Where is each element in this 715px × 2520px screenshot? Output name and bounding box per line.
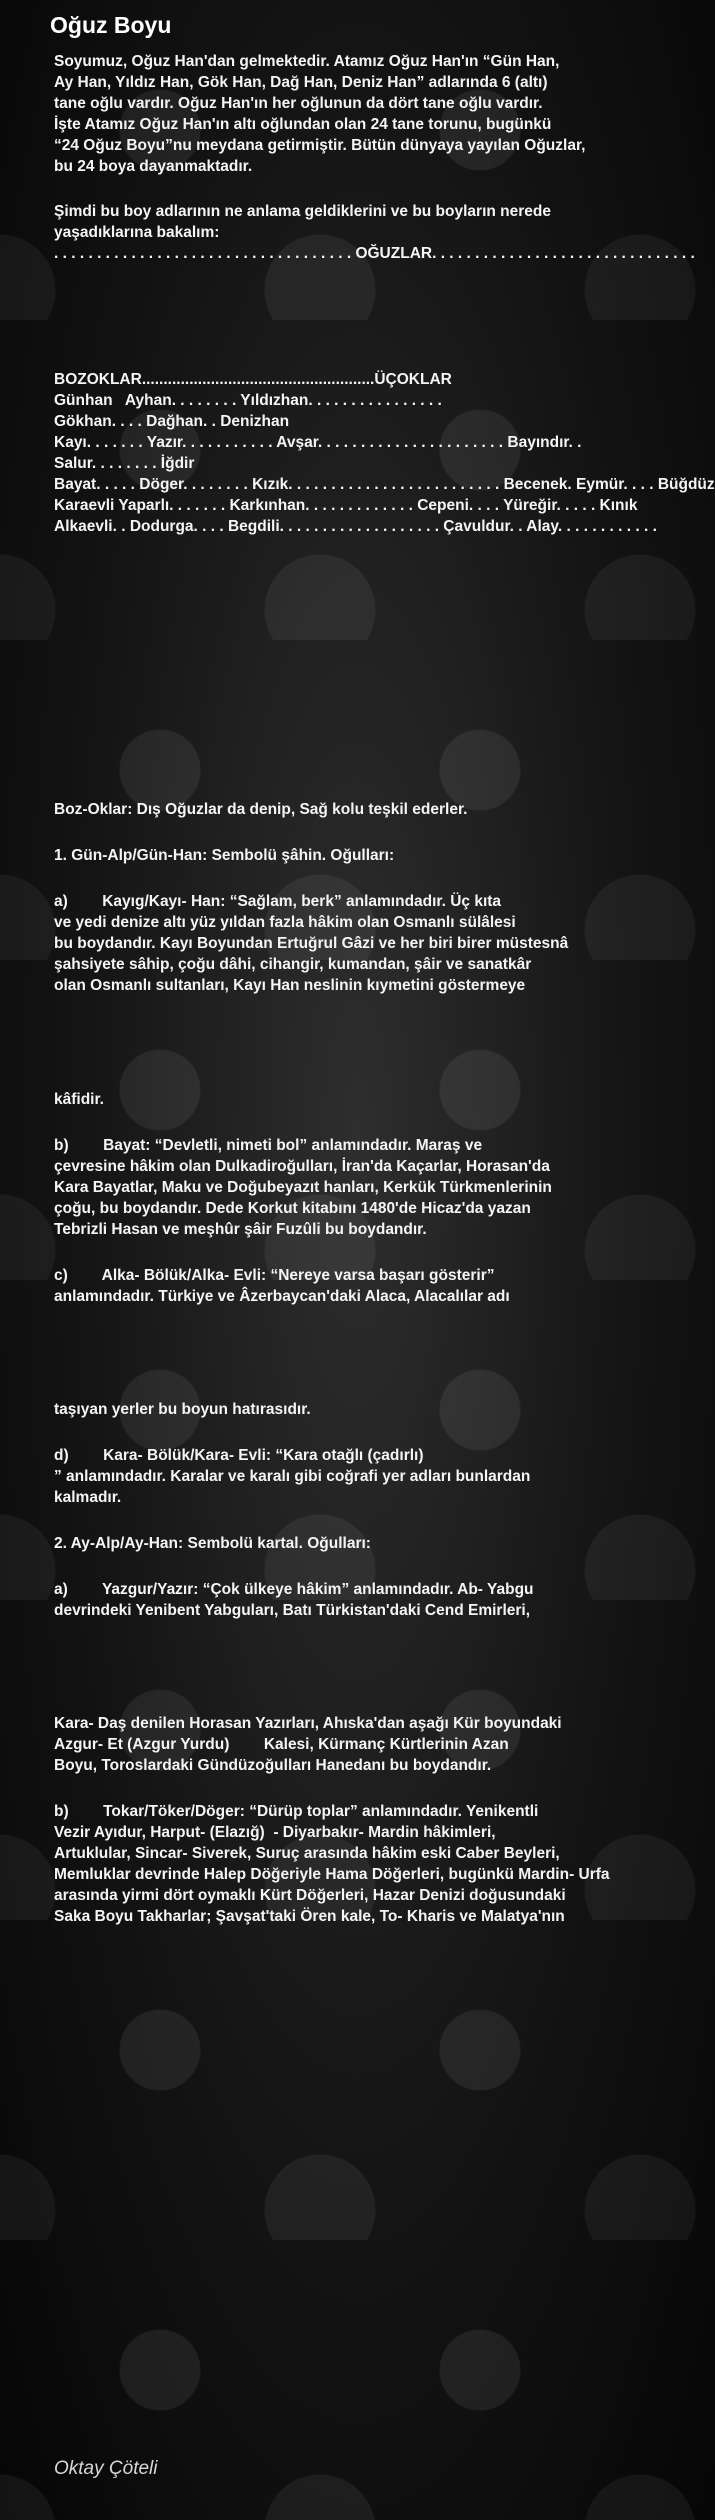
text-line: 2. Ay-Alp/Ay-Han: Sembolü kartal. Oğulları: [54,1535,371,1552]
text-line: b) Tokar/Töker/Döger: “Dürüp toplar” anlamındadır. Yenikentli [54,1803,539,1820]
text-line: Vezir Ayıdur, Harput- (Elazığ) - Diyarbakır- Mardin hâkimleri, [54,1824,496,1841]
text-line: yaşadıklarına bakalım: [54,224,220,241]
text-line: d) Kara- Bölük/Kara- Evli: “Kara otağlı (çadırlı) [54,1447,424,1464]
text-line: Günhan Ayhan. . . . . . . . Yıldızhan. . . . . . . . . . . . . . . . [54,392,442,409]
text-line: Bayat. . . . . Döger. . . . . . . . Kızık. . . . . . . . . . . . . . . . . . . . . . . . . Becenek. Eymür. . . . Büğdüz [54,476,715,493]
text-line: tane oğlu vardır. Oğuz Han'ın her oğlunun da dört tane oğlu vardır. [54,95,543,112]
text-line: Artuklular, Sincar- Siverek, Suruç arasında hâkim eski Caber Beyleri, [54,1845,560,1862]
text-line: c) Alka- Bölük/Alka- Evli: “Nereye varsa başarı gösterir” [54,1267,495,1284]
text-line: Azgur- Et (Azgur Yurdu) Kalesi, Kürmanç Kürtlerinin Azan [54,1736,509,1753]
text-line: Memluklar devrinde Halep Döğeriyle Hama Döğerleri, bugünkü Mardin- Urfa [54,1866,610,1883]
text-line: anlamındadır. Türkiye ve Âzerbaycan'daki Alaca, Alacalılar adı [54,1288,510,1305]
text-line: . . . . . . . . . . . . . . . . . . . . . . . . . . . . . . . . . . . OĞUZLAR. . . . . . . . . . . . . . . . . . . . . . . . . . . . . . . [54,245,695,262]
text-line: devrindeki Yenibent Yabguları, Batı Türkistan'daki Cend Emirleri, [54,1602,531,1619]
text-line: Kayı. . . . . . . Yazır. . . . . . . . . . . Avşar. . . . . . . . . . . . . . . . . . . . . . Bayındır. . [54,434,582,451]
text-line: çoğu, bu boydandır. Dede Korkut kitabını 1480'de Hicaz'da yazan [54,1200,531,1217]
text-line: 1. Gün-Alp/Gün-Han: Sembolü şâhin. Oğulları: [54,847,395,864]
text-line: b) Bayat: “Devletli, nimeti bol” anlamındadır. Maraş ve [54,1137,483,1154]
text-line: Saka Boyu Takharlar; Şavşat'taki Ören kale, To- Kharis ve Malatya'nın [54,1908,565,1925]
text-line: Salur. . . . . . . . İğdir [54,455,195,472]
text-line: a) Kayıg/Kayı- Han: “Sağlam, berk” anlamındadır. Üç kıta [54,893,502,910]
text-line: Soyumuz, Oğuz Han'dan gelmektedir. Atamız Oğuz Han'ın “Gün Han, [54,53,560,70]
text-line: Şimdi bu boy adlarının ne anlama geldiklerini ve bu boyların nerede [54,203,551,220]
text-line: ve yedi denize altı yüz yıldan fazla hâkim olan Osmanlı sülâlesi [54,914,516,931]
text-line: Gökhan. . . . Dağhan. . Denizhan [54,413,290,430]
text-line: taşıyan yerler bu boyun hatırasıdır. [54,1401,311,1418]
text-line: bu boydandır. Kayı Boyundan Ertuğrul Gâzi ve her biri birer müstesnâ [54,935,569,952]
text-line: Kara Bayatlar, Maku ve Doğubeyazıt hanları, Kerkük Türkmenlerinin [54,1179,552,1196]
text-line: Boz-Oklar: Dış Oğuzlar da denip, Sağ kolu teşkil ederler. [54,801,468,818]
text-line: Boyu, Toroslardaki Gündüzoğulları Hanedanı bu boydandır. [54,1757,492,1774]
text-line: Alkaevli. . Dodurga. . . . Begdili. . . . . . . . . . . . . . . . . . . Çavuldur. . Alay. . . . . . . . . . . . [54,518,657,535]
text-line: kâfidir. [54,1091,104,1108]
text-line: çevresine hâkim olan Dulkadiroğulları, İran'da Kaçarlar, Horasan'da [54,1158,550,1175]
text-line: a) Yazgur/Yazır: “Çok ülkeye hâkim” anlamındadır. Ab- Yabgu [54,1581,534,1598]
text-line: şahsiyete sâhip, çoğu dâhi, cihangir, kumandan, şâir ve sanatkâr [54,956,532,973]
author-name: Oktay Çöteli [54,2458,158,2479]
text-line: Karaevli Yaparlı. . . . . . . Karkınhan. . . . . . . . . . . . . Cepeni. . . . Yüreğir. . . . . Kınık [54,497,638,514]
text-line: İşte Atamız Oğuz Han'ın altı oğlundan olan 24 tane torunu, bugünkü [54,116,552,133]
page-title: Oğuz Boyu [50,12,172,38]
text-line: Tebrizli Hasan ve meşhûr şâir Fuzûli bu boydandır. [54,1221,427,1238]
text-line: ” anlamındadır. Karalar ve karalı gibi coğrafi yer adları bunlardan [54,1468,531,1485]
text-line: BOZOKLAR......................................................ÜÇOKLAR [54,371,452,388]
text-line: kalmadır. [54,1489,122,1506]
text-line: arasında yirmi dört oymaklı Kürt Döğerleri, Hazar Denizi doğusundaki [54,1887,566,1904]
text-line: Kara- Daş denilen Horasan Yazırları, Ahıska'dan aşağı Kür boyundaki [54,1715,562,1732]
text-line: Ay Han, Yıldız Han, Gök Han, Dağ Han, Deniz Han” adlarında 6 (altı) [54,74,548,91]
text-line: bu 24 boya dayanmaktadır. [54,158,253,175]
text-line: olan Osmanlı sultanları, Kayı Han neslinin kıymetini göstermeye [54,977,526,994]
text-line: “24 Oğuz Boyu”nu meydana getirmiştir. Bütün dünyaya yayılan Oğuzlar, [54,137,586,154]
